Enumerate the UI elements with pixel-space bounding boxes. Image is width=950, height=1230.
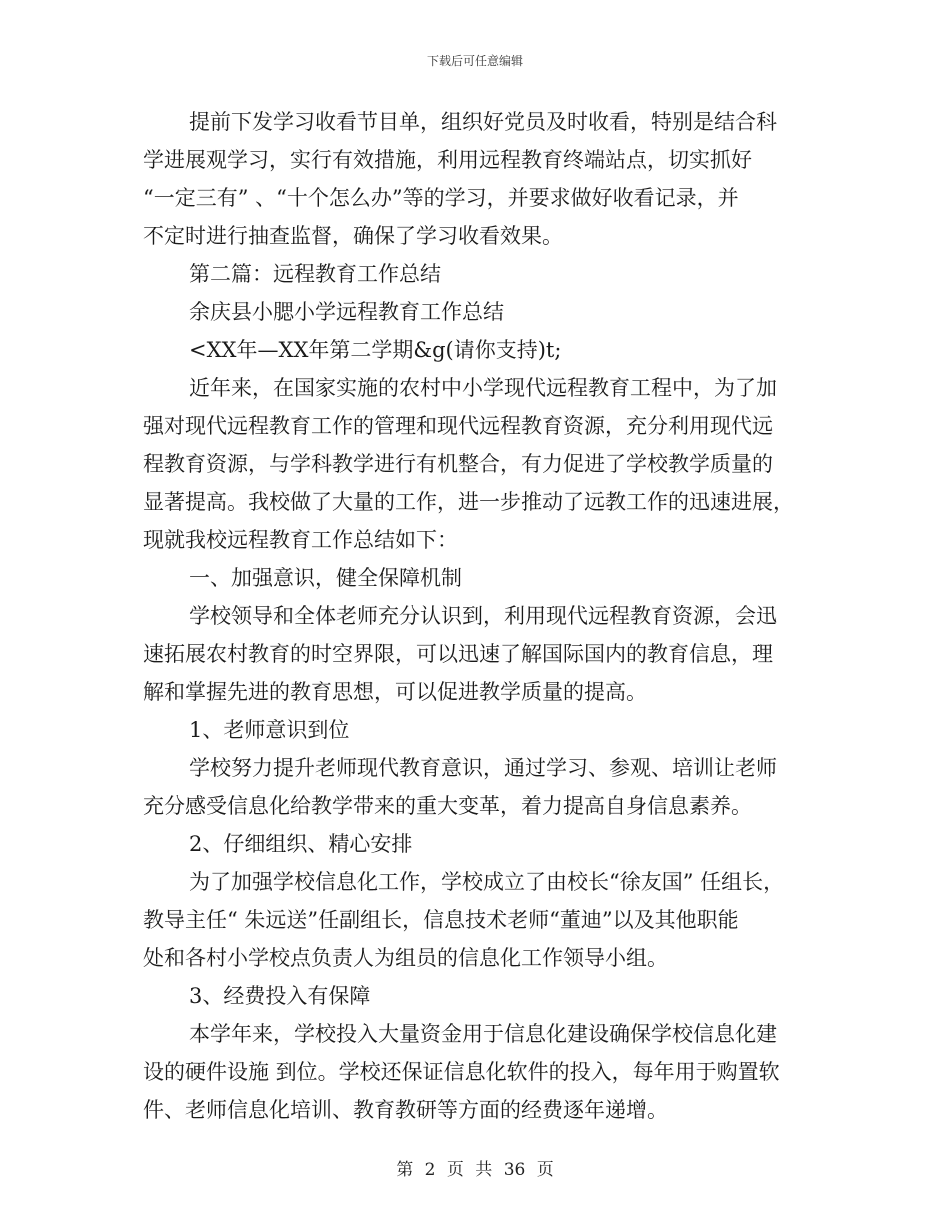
text-line: 速拓展农村教育的时空界限，可以迅速了解国际国内的教育信息，理 — [143, 642, 773, 666]
report-term: <XX年—XX年第二学期&g(请你支持)t; — [189, 338, 562, 362]
text-line: 学校领导和全体老师充分认识到，利用现代远程教育资源，会迅 — [189, 604, 777, 628]
text-line: 解和掌握先进的教育思想，可以促进教学质量的提高。 — [143, 680, 647, 704]
subheading-1: 1、老师意识到位 — [189, 718, 350, 742]
text-line: 程教育资源，与学科教学进行有机整合，有力促进了学校教学质量的 — [143, 452, 773, 476]
page-footer: 第 2 页 共 36 页 — [396, 1160, 554, 1180]
page-header: 下载后可任意编辑 — [426, 54, 523, 68]
text-line: 教导主任“ 朱远送”任副组长，信息技术老师“董迪”以及其他职能 — [143, 908, 739, 932]
heading-1: 一、加强意识，健全保障机制 — [189, 566, 462, 590]
text-line: 件、老师信息化培训、教育教研等方面的经费逐年递增。 — [143, 1098, 668, 1122]
text-line: 本学年来，学校投入大量资金用于信息化建设确保学校信息化建 — [189, 1022, 777, 1046]
text-line: 为了加强学校信息化工作，学校成立了由校长“徐友国” 任组长， — [189, 870, 785, 894]
section-title: 第二篇：远程教育工作总结 — [189, 262, 441, 286]
text-line: 处和各村小学校点负责人为组员的信息化工作领导小组。 — [143, 946, 668, 970]
subheading-3: 3、经费投入有保障 — [189, 984, 371, 1008]
text-line: 不定时进行抽查监督，确保了学习收看效果。 — [143, 224, 563, 248]
text-line: 显著提高。我校做了大量的工作，进一步推动了远教工作的迅速进展， — [143, 490, 794, 514]
text-line: 充分感受信息化给教学带来的重大变革，着力提高自身信息素养。 — [143, 794, 752, 818]
text-line: 提前下发学习收看节目单，组织好党员及时收看，特别是结合科 — [189, 110, 777, 134]
text-line: 学校努力提升老师现代教育意识，通过学习、参观、培训让老师 — [189, 756, 777, 780]
text-line: 强对现代远程教育工作的管理和现代远程教育资源，充分利用现代远 — [143, 414, 773, 438]
text-line: 近年来，在国家实施的农村中小学现代远程教育工程中，为了加 — [189, 376, 777, 400]
text-line: 现就我校远程教育工作总结如下： — [143, 528, 458, 552]
text-line: 设的硬件设施 到位。学校还保证信息化软件的投入，每年用于购置软 — [143, 1060, 780, 1084]
text-line: 学进展观学习，实行有效措施，利用远程教育终端站点，切实抓好 — [143, 148, 752, 172]
report-title: 余庆县小腮小学远程教育工作总结 — [189, 300, 504, 324]
subheading-2: 2、仔细组织、精心安排 — [189, 832, 413, 856]
text-line: “一定三有” 、“十个怎么办”等的学习，并要求做好收看记录，并 — [143, 186, 739, 210]
